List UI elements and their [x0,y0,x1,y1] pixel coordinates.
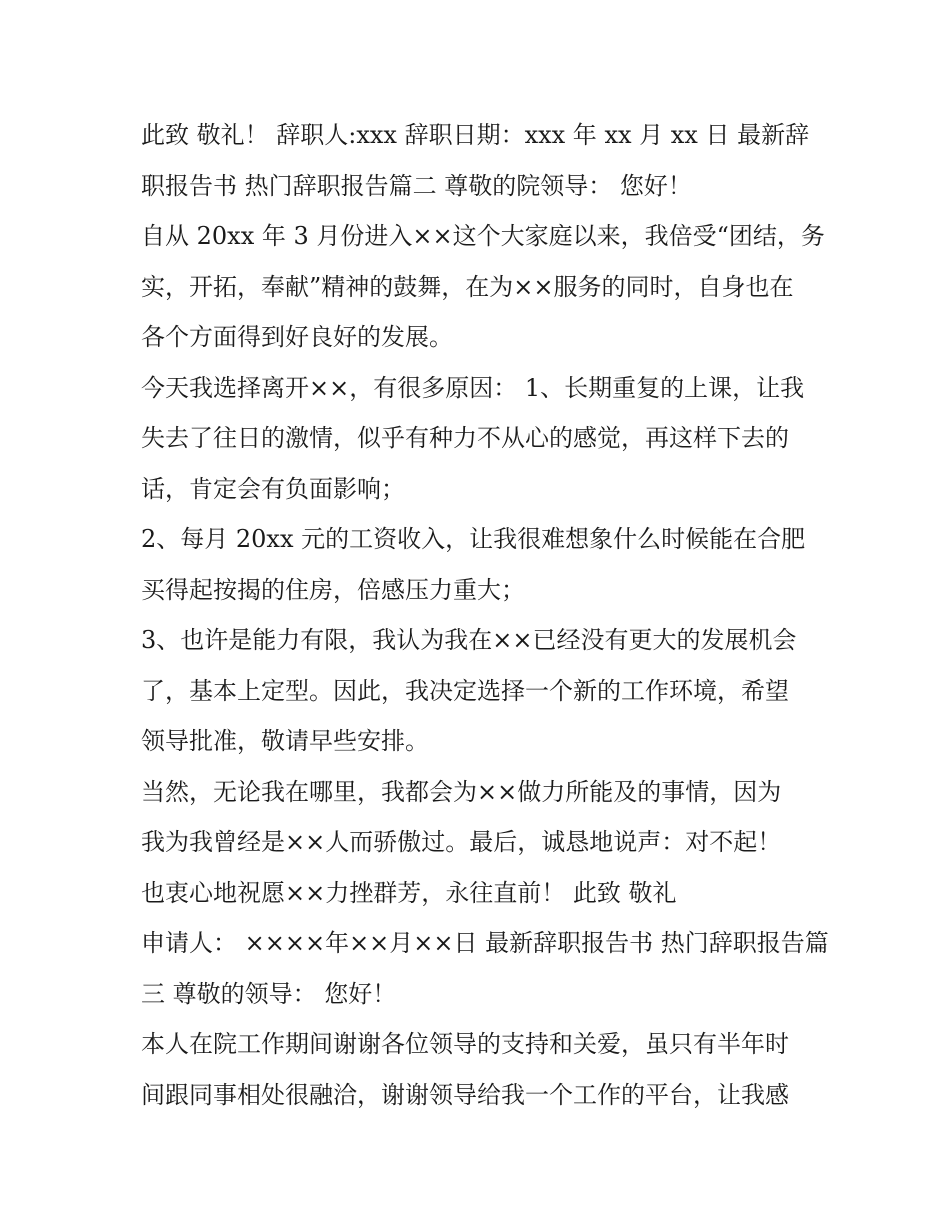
text-line: 话，肯定会有负面影响； [141,474,405,503]
text-line: 3、也许是能力有限，我认为我在××已经没有更大的发展机会 [141,626,797,654]
text-line: 今天我选择离开××，有很多原因： 1、长期重复的上课，让我 [141,373,805,402]
text-line: 失去了往日的激情，似乎有种力不从心的感觉，再这样下去的 [141,424,789,452]
text-line: 也衷心地祝愿××力挫群芳，永往直前！ 此致 敬礼 [141,878,677,907]
text-line: 职报告书 热门辞职报告篇二 尊敬的院领导： 您好！ [141,171,692,200]
text-line: 自从 20xx 年 3 月份进入××这个大家庭以来，我倍受“团结，务 [141,222,825,250]
text-line: 了，基本上定型。因此，我决定选择一个新的工作环境，希望 [141,676,789,705]
text-line: 三 尊敬的领导： 您好！ [141,979,397,1008]
text-line: 各个方面得到好良好的发展。 [141,323,453,351]
text-line: 申请人： ××××年××月××日 最新辞职报告书 热门辞职报告篇 [141,929,829,957]
text-line: 买得起按揭的住房，倍感压力重大； [141,575,525,604]
document-body [141,110,829,1120]
text-line: 本人在院工作期间谢谢各位领导的支持和关爱，虽只有半年时 [141,1030,789,1058]
text-line: 此致 敬礼！ 辞职人:xxx 辞职日期：xxx 年 xx 月 xx 日 最新辞 [141,121,810,149]
text-line: 实，开拓，奉献”精神的鼓舞，在为××服务的同时，自身也在 [141,272,794,301]
text-line: 2、每月 20xx 元的工资收入，让我很难想象什么时候能在合肥 [141,525,806,553]
text-line: 当然，无论我在哪里，我都会为××做力所能及的事情，因为 [141,777,782,806]
text-line: 我为我曾经是××人而骄傲过。最后，诚恳地说声：对不起！ [141,828,782,856]
text-line: 间跟同事相处很融洽，谢谢领导给我一个工作的平台，让我感 [141,1080,789,1109]
text-line: 领导批准，敬请早些安排。 [141,727,429,755]
